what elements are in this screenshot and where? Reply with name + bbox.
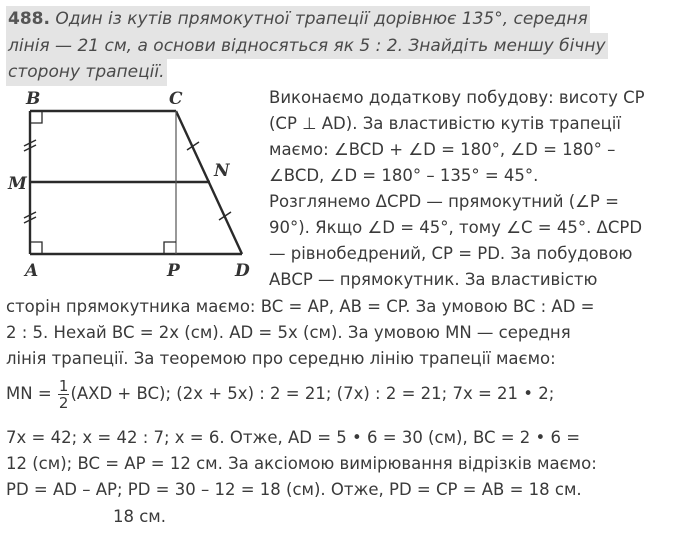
solution-line-13: 7x = 42; x = 42 : 7; x = 6. Отже, AD = 5 • 6 = 30 (см), BC = 2 • 6 =	[6, 428, 581, 447]
label-n: N	[214, 161, 230, 181]
right-angle-a	[30, 242, 42, 254]
solution-line-10: 2 : 5. Нехай BC = 2x (см). AD = 5x (см). За умовою MN — середня	[6, 323, 571, 342]
label-b: B	[26, 89, 41, 109]
right-angle-p	[164, 242, 176, 254]
label-d: D	[235, 261, 250, 281]
solution-line-11: лінія трапеції. За теоремою про середню лінію трапеції маємо:	[6, 349, 556, 368]
solution-line-3: маємо: ∠BCD + ∠D = 180°, ∠D = 180° –	[269, 140, 616, 159]
right-angle-b	[30, 111, 42, 123]
label-a: A	[25, 261, 39, 281]
answer: 18 см.	[113, 507, 167, 526]
fraction-one-half: $\frac{1}{2}$	[58, 377, 69, 412]
midline-formula: MN = $\frac{1}{2}$ (AXD + BC); (2x + 5x) : 2 = 21; (7x) : 2 = 21; 7x = 21 • 2;	[6, 377, 555, 412]
solution-line-1: Виконаємо додаткову побудову: висоту CP	[269, 88, 645, 107]
label-c: C	[169, 89, 183, 109]
solution-line-15: PD = AD – AP; PD = 30 – 12 = 18 (см). Отже, PD = CP = AB = 18 см.	[6, 480, 582, 499]
label-m: M	[8, 174, 27, 194]
solution-line-14: 12 (см); BC = AP = 12 см. За аксіомою вимірювання відрізків маємо:	[6, 454, 597, 473]
problem-line-2: лінія — 21 см, а основи відносяться як 5 : 2. Знайдіть меншу бічну	[6, 33, 608, 60]
solution-line-8: ABCP — прямокутник. За властивістю	[269, 270, 598, 289]
solution-line-4: ∠BCD, ∠D = 180° – 135° = 45°.	[269, 166, 539, 185]
solution-line-5: Розглянемо ΔCPD — прямокутний (∠P =	[269, 192, 619, 211]
solution-line-6: 90°). Якщо ∠D = 45°, тому ∠C = 45°. ΔCPD	[269, 218, 643, 237]
solution-line-2: (CP ⊥ AD). За властивістю кутів трапеції	[269, 114, 621, 133]
problem-number: 488.	[8, 9, 50, 29]
problem-line-1: 488. Один із кутів прямокутної трапеції дорівнює 135°, середня	[6, 6, 590, 33]
problem-statement	[6, 6, 676, 86]
problem-line-3: сторону трапеції.	[6, 59, 167, 86]
trapezoid-diagram	[4, 86, 264, 286]
solution-line-9: сторін прямокутника маємо: BC = AP, AB = CP. За умовою BC : AD =	[6, 297, 595, 316]
solution-line-7: — рівнобедрений, CP = PD. За побудовою	[269, 244, 633, 263]
label-p: P	[167, 261, 180, 281]
